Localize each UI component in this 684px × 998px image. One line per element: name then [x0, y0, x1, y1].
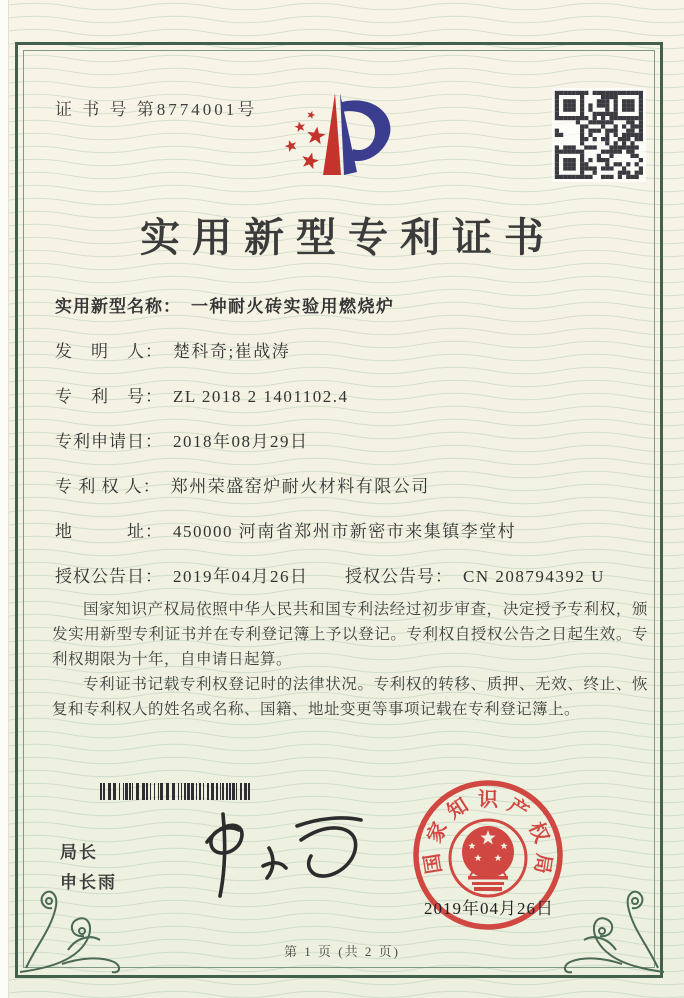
grant-row	[55, 562, 635, 587]
field-label: 专 利 号：	[55, 387, 163, 406]
signer-title: 局长	[60, 843, 98, 862]
seal-text-char: 知	[443, 794, 473, 824]
field-row	[55, 382, 635, 407]
cnipa-logo	[280, 76, 430, 202]
grant-date-value: 2019年04月26日	[173, 567, 309, 586]
legal-text-block	[52, 597, 648, 722]
field-label: 专利申请日：	[55, 432, 163, 451]
field-row	[55, 427, 635, 452]
seal-text-char: 识	[478, 789, 498, 811]
page-footer: 第 1 页 (共 2 页)	[284, 944, 400, 959]
seal-text-char: 局	[529, 852, 555, 876]
seal-text-char: 权	[524, 819, 553, 847]
field-row	[55, 292, 635, 317]
field-value: 郑州荣盛窑炉耐火材料有限公司	[170, 477, 430, 496]
field-value: 楚科奇;崔战涛	[173, 342, 291, 361]
field-label: 实用新型名称：	[55, 297, 181, 316]
certificate-number: 证 书 号 第8774001号	[55, 100, 258, 119]
grant-number-label: 授权公告号：	[345, 567, 453, 586]
field-row	[55, 517, 635, 542]
seal-text-char: 国	[421, 852, 447, 876]
signature	[185, 800, 365, 905]
field-value: ZL 2018 2 1401102.4	[173, 387, 349, 406]
grant-number-value: CN 208794392 U	[463, 567, 605, 586]
field-label: 专 利 权 人：	[55, 477, 161, 496]
seal-date: 2019年04月26日	[424, 899, 554, 918]
field-value: 一种耐火砖实验用燃烧炉	[191, 297, 395, 316]
grant-date-label: 授权公告日：	[55, 567, 163, 586]
legal-paragraph: 专利证书记载专利权登记时的法律状况。专利权的转移、质押、无效、终止、恢复和专利权人的姓名或名称、国籍、地址变更等事项记载在专利登记簿上。	[52, 676, 648, 718]
national-emblem-icon	[450, 820, 526, 896]
seal-text-char: 产	[503, 794, 533, 824]
barcode	[100, 783, 254, 800]
field-value: 2018年08月29日	[173, 432, 309, 451]
legal-paragraph: 国家知识产权局依照中华人民共和国专利法经过初步审查，决定授予专利权，颁发实用新型专利证书并在专利登记簿上予以登记。专利权自授权公告之日起生效。专利权期限为十年，自申请日起算。	[52, 601, 648, 668]
field-row	[55, 472, 635, 497]
signer-name: 申长雨	[60, 873, 117, 892]
certificate-title: 实用新型专利证书	[140, 215, 556, 260]
field-label: 发 明 人：	[55, 342, 163, 361]
field-label: 地 址：	[55, 522, 163, 541]
field-value: 450000 河南省郑州市新密市来集镇李堂村	[173, 522, 517, 541]
qr-code	[552, 88, 646, 182]
field-row	[55, 337, 635, 362]
scan-edge	[0, 0, 9, 998]
seal-text-char: 家	[423, 819, 452, 847]
